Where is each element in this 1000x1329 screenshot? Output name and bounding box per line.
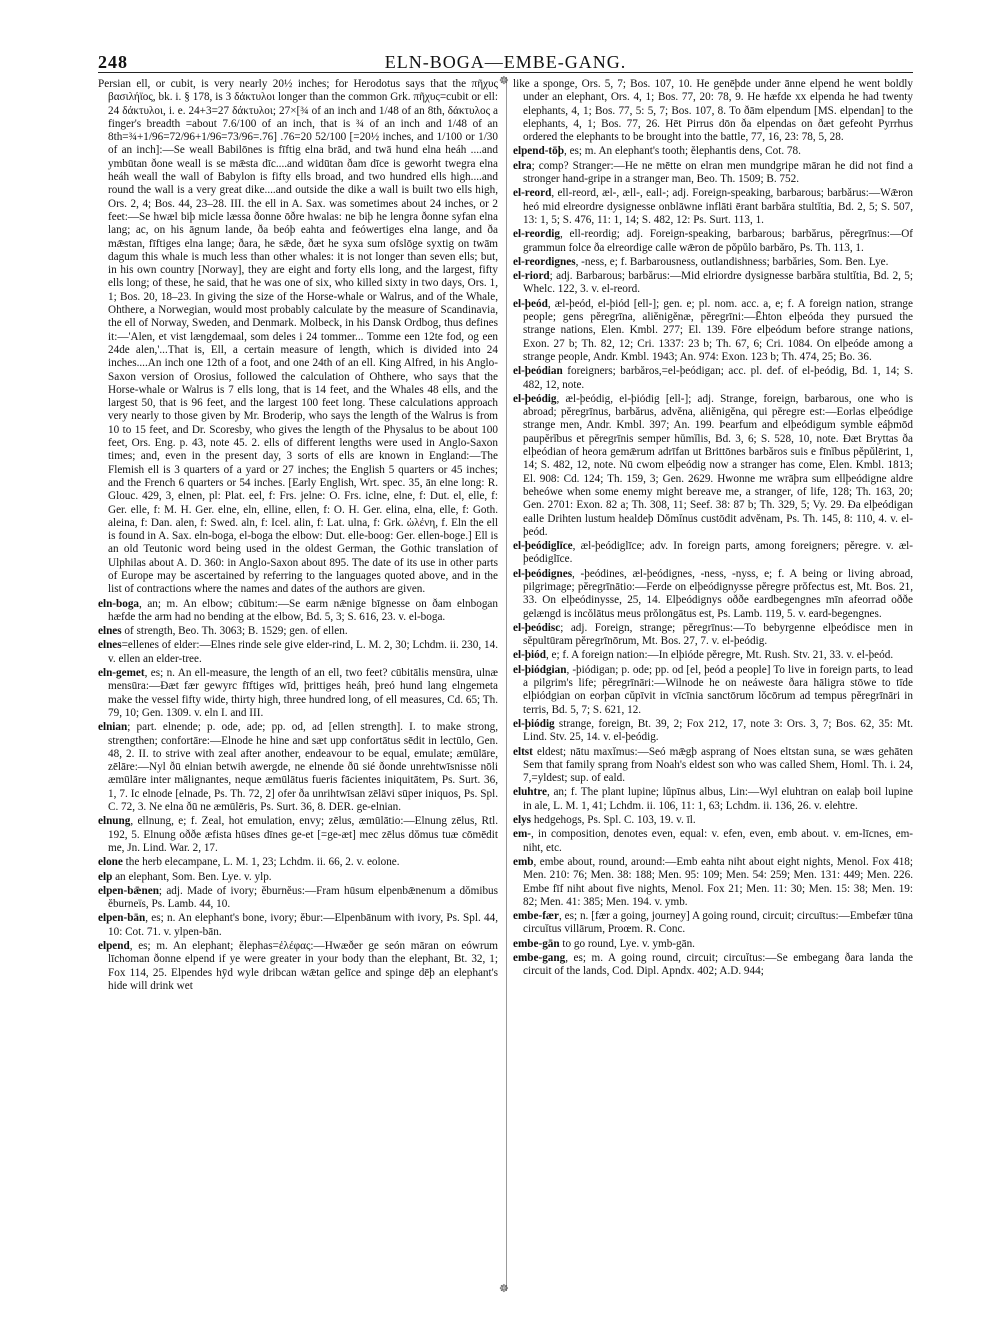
headword: el-þiód	[513, 649, 546, 662]
entry-text: ; adj. Barbarous; barbărus:—Mid elriordre dysignesse barbăra stultĭtia, Bd. 2, 5; Whelc. 122, 3. v. el-reord.	[523, 270, 913, 296]
headword: emb	[513, 855, 534, 868]
dictionary-entry	[513, 856, 913, 909]
ornament-bottom: ☸	[499, 1283, 509, 1295]
dictionary-entry	[513, 664, 913, 717]
dictionary-entry	[98, 598, 498, 625]
dictionary-entry	[513, 568, 913, 621]
entry-text: , e; f. A foreign nation:—In elþióde pĕregre, Mt. Rush. Stv. 21, 33. v. el-þeód.	[545, 649, 894, 662]
entry-text: hedgehogs, Ps. Spl. C. 103, 19. v. īl.	[531, 814, 696, 827]
entry-text: , in composition, denotes even, equal: v. efen, even, emb about. v. em-līcnes, em-niht, etc.	[523, 828, 913, 854]
dictionary-entry	[513, 145, 913, 158]
entry-text: , embe about, round, around:—Emb eahta niht about eight nights, Menol. Fox 418; Men. 210: 76; Men. 38: 188; Men. 95: 109; Men. 54: 259; Men. 131: 449; Men. 226. Embe fīf niht about five nights, Menol. Fox 21; Men. 11: 30; Men. 15: 38; Men. 19: 82; Men. 41: 385; Men. 194. v. ymb.	[523, 855, 913, 908]
dictionary-entry	[513, 160, 913, 187]
dictionary-entry	[513, 187, 913, 227]
entry-text: ; adj. Made of ivory; ĕburnĕus:—Fram hūsum elpenbǣnenum a dŏmibus ĕburneïs, Ps. Lamb. 44, 10.	[108, 884, 498, 911]
headword: el-reordig	[513, 228, 561, 241]
entry-text: foreigners; barbăros,=el-þeódigan; acc. pl. def. of el-þeódig, Bd. 1, 14; S. 482, 12, note.	[523, 365, 913, 391]
headword: elnes	[98, 639, 122, 652]
entry-text: , es; n. [fær a going, journey] A going round, circuit; circuītus:—Embefær tūna circuĭtus villārum, Proœm. R. Conc.	[523, 910, 913, 936]
dictionary-entry	[513, 228, 913, 255]
headword: elpend-tōþ	[513, 145, 564, 158]
headword: elys	[513, 814, 532, 827]
entry-text: , es; n. An ell-measure, the length of an ell, two feet? cūbitālis mensūra, ulnæ mensūra:—Ðæt fær gewyrc fīftiges wīd, þrittiges heáh, þreó hund lang elngemeta make the vessel fifty wide, thirty high, three hundred long, of ell measures, Cd. 65; Th. 79, 10; Gen. 1309. v. eln I. and III.	[108, 667, 498, 719]
headword: el-þeód	[513, 297, 548, 310]
headword: el-þeódignes	[513, 567, 573, 580]
entry-text: , æl-þeód, el-þiód [ell-]; gen. e; pl. nom. acc. a, e; f. A foreign nation, strange people; gens pĕregrīna, aliĕnigĕnæ, pĕregrīni:—Ēhton elþeóda they pursued the strange nations, Elen. Kmbl. 277; El. 139. Fōre elþeódum before strange nations, Exon. 27 b; Th. 82, 12; Cri. 1337: 23 b; Th. 67, 6; Cri. 1084. On elþeóde among a strange people, Andr. Kmbl. 1943; An. 974: Exon. 123 b; Th. 474, 25; Bo. 36.	[523, 297, 913, 363]
headword: el-þeódig	[513, 392, 557, 405]
dictionary-entry	[513, 828, 913, 855]
dictionary-entry	[513, 270, 913, 297]
headword: el-reord	[513, 187, 552, 200]
entry-text: , ellnung, e; f. Zeal, hot emulation, envy; zēlus, æmūlātio:—Elnung zēlus, Rtl. 192, 5. Elnung oððe æfista hūses dīnes ge-et [=ge-æt] mec zēlus dŏmus tuæ cōmēdit me, Jn. Lind. War. 2, 17.	[108, 815, 498, 854]
entry-text: , ell-reordig; adj. Foreign-speaking, barbarous; barbărus, pĕregrīnus:—Of grammun folce ða elreordige calle wǣron de pŏpŭlo barbăro, Ps. Th. 113, 1.	[523, 228, 913, 254]
headword: em-	[513, 828, 532, 841]
headword: eln-boga	[98, 597, 140, 610]
entry-text: like a sponge, Ors. 5, 7; Bos. 107, 10. He genēþde under ānne elpend he went boldly under an elephant, Ors. 4, 1; Bos. 77, 20: 78, 9. He hæfde xx elpenda he had twenty elephants, 4, 1; Bos. 77, 5: 5, 7; Bos. 107, 8. To ðām elpendum [MS. elpendan] to the elephants, 4, 1; Bos. 77, 26. Hēt Pirrus dōn ða elpendas on ðæt gefeoht Pyrrhus ordered the elephants to be brought into the battle, 77, 16, 23: 78, 5, 28.	[513, 78, 913, 144]
headword: el-þiódgian	[513, 663, 567, 676]
headword: el-þeódian	[513, 365, 563, 378]
entry-text: , -þeódines, æl-þeódignes, -ness, -nyss, e; f. A being or living abroad, pilgrimage; pĕregrīnātio:—Ferde on elþeódignysse pĕregre prŏfectus est, Mt. Bos. 21, 33. On elþeódinysse, 25, 14. Elþeódignys oððe eardbegengnes mīn afeorrad oððe gelængd is incŏlātus meus prŏlongātus est, Ps. Lamb. 119, 5. v. eard-begengnes.	[523, 567, 913, 620]
page-header	[98, 52, 913, 74]
headword: elpen-bān	[98, 912, 146, 925]
entry-text: an elephant, Som. Ben. Lye. v. ylp.	[112, 870, 272, 883]
headword: el-þeódisc	[513, 621, 561, 634]
entry-text: , -ness, e; f. Barbarousness, outlandishness; barbăries, Som. Ben. Lye.	[575, 255, 889, 268]
dictionary-entry	[513, 256, 913, 269]
dictionary-entry	[98, 815, 498, 855]
entry-text: =ellenes of elder:—Elnes rinde sele give elder-rind, L. M. 2, 30; Lchdm. ii. 230, 14. v. ellen an elder-tree.	[108, 639, 498, 665]
right-column	[513, 78, 913, 1290]
entry-text: , æl-þeódig, el-þiódig [ell-]; adj. Strange, foreign, barbarous, one who is abroad; pĕregrīnus, barbărus, advĕna, aliĕnigĕna, qui pĕregre est:—Eorlas elþeódige strange men, Andr. Kmbl. 397; An. 199. Þearfum and elþeódigum symble eáþmōd paupĕrĭbus et pĕregrīnis semper hŭmĭlis, Bd. 3, 6; S. 528, 10, note. Ðæt Bryttas ða elþeódian of heora gemǣrum adrīfan ut Brittōnes barbăros suis e fīnĭbus pĕpŭlērint, 1, 14; S. 482, 12, note. Nū cwom elþeódig now a stranger has come, Elen. Kmbl. 1813; El. 908: Cd. 124; Th. 159, 3; Gen. 2629. Hwonne me wrāþra sum ellþeódigne aldre beheówe when some enemy might bereave me, a stranger, of life, 128; Th. 163, 20; Gen. 2701: Exon. 82 a; Th. 308, 11; Seef. 38: 87 b; Th. 329, 5; Vy. 29. Ða elþeódigan ealle Drihten lustum healdeþ Dŏmĭnus custōdit advĕnam, Ps. Th. 145, 8: 110, 4. v. el-þeód.	[523, 392, 913, 538]
dictionary-entry	[98, 940, 498, 993]
entry-text: , an; f. The plant lupine; lŭpīnus albus, Lin:—Wyl eluhtran on ealaþ boil lupine in ale, L. M. 1, 41; Lchdm. ii. 106, 11: 1, 63; Lchdm. ii. 136, 26. v. elehtre.	[523, 786, 913, 812]
entry-text: ; adj. Foreign, strange; pĕregrīnus:—To bebyrgenne elþeódisce men in sĕpultūram pĕregrīnōrum, Mt. Bos. 27, 7. v. el-þeódig.	[523, 621, 913, 648]
entry-text: , es; m. An elephant's tooth; ĕlephantis dens, Cot. 78.	[563, 145, 801, 158]
dictionary-entry	[513, 952, 913, 979]
dictionary-entry	[513, 649, 913, 662]
running-title: ELN-BOGA—EMBE-GANG.	[384, 52, 627, 72]
entry-text: to go round, Lye. v. ymb-gān.	[559, 937, 695, 950]
headword: eln-gemet	[98, 667, 145, 680]
headword: el-riord	[513, 270, 550, 283]
entry-text: Persian ell, or cubit, is very nearly 20½ inches; for Herodotus says that the πῆχυς βασιλήϊος, bk. i. § 178, is 3 δάκτυλοι longer than the common Grk. πῆχυς=cubit or ell: 24 δάκτυλοι, i. e. 24+3=27 δάκτυλοι; 27×[¾ of an inch and 1/48 of an 8th, δάκτυλος a finger's breadth =about 7.6/100 of an inch, that is ¾ of an inch and 1/48 of an 8th=¾+1/96=72/96+1/96=73/96=.76] .76=20 52/100 [=20½ inches, and 1/100 or 1/30 of an inch]:—Se weall Babilōnes is fīftig elna brād, and twā hund elna heáh ....and ymbūtan ðone weall is se mǣsta dīc....and widūtan ðam dīce is geworht twegra elna heáh weall the wall of Babylon is fifty ells broad, and two hundred ells high....and round the wall is a very great dike....and outside the dike a wall is built two ells high, Ors. 2, 4; Bos. 44, 23–28. III. the ell in A. Sax. was sometimes about 24 inches, or 2 feet:—Se hwæl biþ micle læssa ðonne ōðre hwalas: ne biþ he lengra ðonne syfan elna lang; ac, on his āgnum lande, ða beóþ eahta and feówertiges elna lange, and ða mǣstan, fīftiges elna lange; ðara, he sǣde, ðæt he syxa sum ofslōge syxtig on twām dagum this whale is much less than other whales: it is not longer than seven ells; but, in his own country [Norway], they are eight and forty ells long, and the largest, fifty ells long; of these, he said, that he was one of six, who killed sixty in two days, Ors. 1, 1; Bos. 20, 18–23. In giving the size of the Horse-whale or Walrus, and of the Whale, Ohthere, a Norwegian, would most probably calculate by the measure of Scandinavia, the ell of Norway, Sweden, and Denmark. Molbeck, in his Dansk Ordbog, thus defines it:—'Alen, et vist længdemaal, som deles i 24 tommer... Tomme een 12te fod, og een 24de alen,'...That is, Ell, a certain measure of length, which is divided into 24 inches....An inch one 12th of a foot, and one 24th of an ell. King Alfred, in his Anglo-Saxon version of Orosius, followed the calculation of Ohthere, who says that the Horse-whale or Walrus is 7 ells long, that is 14 feet, and the Whales 48 ells, and the largest 50, that is 96 feet, and the largest 100 feet long. These calculations approach very nearly to those given by Mr. Broderip, who says the length of the Walrus is from 10 to 15 feet, and Dr. Scoresby, who gives the length of the Physalus to be about 100 feet, Ors. Eng. p. 43, note 45. 2. ells of different lengths were used in Anglo-Saxon times; and, even in the present day, 3 sorts of ells are known in England:—The Flemish ell is 3 quarters of a yard or 27 inches; the English 5 quarters or 45 inches; and the French 6 quarters or 54 inches. [Early English, Wrt. spec. 35, ān elne long: R. Glouc. 429, 3, elnen, pl: Plat. eel, f: Frs. jelne: O. Frs. iclne, elne, f: Dut. el, elle, f: Ger. elle, f: M. H. Ger. elne, eln, elline, ellen, f: O. H. Ger. elina, elna, elle, f: Goth. aleina, f: Dan. alen, f: Swed. aln, f: Icel. alin, f: Lat. ulna, f: Grk. ὠλένη, f. Eln the ell is found in A. Sax. eln-boga, el-boga the elbow: Dut. elle-boog: Ger. ellen-boge.] Ell is an old Teutonic word being used in the oldest German, the Gothic translation of Ulphilas about A. D. 360: in Anglo-Saxon about 895. The date of its use in other parts of Europe may be ascertained by referring to the languages quoted above, and in the list of contractions where the names and dates of the authors are given.	[98, 78, 498, 596]
header-rule	[98, 72, 913, 73]
dictionary-entry	[513, 786, 913, 813]
headword: embe-fær	[513, 910, 559, 923]
dictionary-entry	[98, 856, 498, 869]
headword: elp	[98, 870, 113, 883]
entry-text: ; part. elnende; p. ode, ade; pp. od, ad [ellen strength]. I. to make strong, strengthen; confortāre:—Elnode he hine and sæt upp confortātus sēdit in lectūlo, Gen. 48, 2. II. to strive with zeal after another, endeavour to be equal, emulate; æmūlāre, zēlāre:—Nyl ðū elnian betwih awergde, ne elnende ðū sié ðonde unrehtwīsnisse nōli æmūlāre inter mālignantes, neque æmūlātus fueris fācientes iniquitātem, Ps. Surt. 36, 1, 7. Ic elnode [elnade, Ps. Th. 72, 2] ofer ða unrihtwīsan zēlāvi sūper iniquos, Ps. Spl. C. 72, 3. Ne elna ðū ne æmūlēris, Ps. Surt. 36, 8. DER. ge-elnian.	[108, 721, 498, 814]
headword: el-þeódiglīce	[513, 540, 573, 553]
entry-text: of strength, Beo. Th. 3063; B. 1529; gen. of ellen.	[121, 625, 348, 638]
headword: elone	[98, 856, 123, 869]
headword: embe-gang	[513, 952, 566, 964]
dictionary-entry	[513, 910, 913, 937]
headword: elnes	[98, 625, 122, 638]
page-number: 248	[98, 52, 128, 72]
entry-text: , es; n. An elephant's bone, ivory; ĕbur:—Elpenbānum with ivory, Ps. Spl. 44, 10: Cot. 71. v. ylpen-bān.	[108, 912, 498, 938]
entry-text: the herb elecampane, L. M. 1, 23; Lchdm. ii. 66, 2. v. eolone.	[122, 856, 400, 869]
dictionary-entry	[513, 78, 913, 144]
entry-text: , æl-þeódiglīce; adv. In foreign parts, among foreigners; pĕregre. v. æl-þeódiglīce.	[523, 540, 913, 566]
dictionary-entry	[98, 912, 498, 939]
dictionary-entry	[98, 639, 498, 666]
headword: el-þiódig	[513, 717, 555, 730]
headword: elnian	[98, 721, 128, 734]
dictionary-entry	[513, 814, 913, 827]
dictionary-entry	[98, 625, 498, 638]
entry-text: , es; m. A going round, circuit; circuĭtus:—Se embegang ðara landa the circuit of the lands, Cod. Dipl. Apndx. 402; A.D. 944;	[523, 952, 913, 978]
dictionary-entry	[513, 746, 913, 786]
headword: elra	[513, 159, 532, 172]
dictionary-entry	[98, 885, 498, 912]
dictionary-entry	[513, 540, 913, 567]
dictionary-entry	[98, 871, 498, 884]
ornament-top: ☸	[499, 75, 509, 87]
dictionary-entry	[513, 718, 913, 745]
headword: elnung	[98, 815, 131, 828]
headword: elpen-bǣnen	[98, 884, 159, 897]
left-column	[98, 78, 498, 1290]
dictionary-entry	[513, 365, 913, 392]
dictionary-entry	[513, 622, 913, 649]
entry-text: , ell-reord, æl-, æll-, eall-; adj. Foreign-speaking, barbarous; barbărus:—Wǣron heó mid elreordre dysignesse onblāwne inflāti ērant barbăra stultĭtia, Bd. 2, 5; S. 507, 13: 1, 5; S. 476, 11: 1, 14; S. 482, 12: Ps. Surt. 113, 1.	[523, 187, 913, 226]
entry-text: , es; m. An elephant; ĕlephas=ἐλέφας:—Hwæðer ge seón māran on eówrum līchoman ðonne elpend if ye were greater in your body than the elephant, Bt. 32, 1; Fox 114, 25. Elpendes hȳd wyle dribcan wǣtan gelīce and spinge dēþ an elephant's hide will drink wet	[108, 940, 498, 992]
entry-text: eldest; nātu maxĭmus:—Seó mǣgþ asprang of Noes eltstan suna, se wæs gehāten Sem that family sprang from Noah's eldest son who was called Shem, Homl. Th. i. 24, 7,=yldest; sup. of eald.	[523, 745, 913, 785]
column-divider	[506, 78, 507, 1290]
dictionary-entry	[513, 298, 913, 364]
dictionary-entry	[98, 721, 498, 814]
dictionary-entry	[513, 938, 913, 951]
entry-text: strange, foreign, Bt. 39, 2; Fox 212, 17, note 3: Ors. 3, 7; Bos. 62, 35: Mt. Lind. Stv. 25, 14. v. el-þeódig.	[523, 717, 913, 744]
dictionary-entry	[98, 78, 498, 597]
entry-text: , an; m. An elbow; cūbitum:—Se earm nǣnige bīgnesse on ðam elnbogan hæfde the arm had no bending at the elbow, Bd. 5, 3; S. 616, 23. v. el-boga.	[108, 597, 498, 623]
dictionary-entry	[98, 667, 498, 720]
headword: eltst	[513, 745, 533, 758]
entry-text: , -þiódigan; p. ode; pp. od [el, þeód a people] To live in foreign parts, to lead a pilgrim's life; pĕregrīnāri:—Wilnode he on neáweste ðara hāligra stōwe to tīde elþiódgian on eorþan cŭpīvit in vīcīnia sanctōrum lŏcōrum ad tempus pĕregrīnāri in terris, Bd. 5, 7; S. 621, 12.	[523, 663, 913, 716]
headword: eluhtre	[513, 786, 547, 799]
headword: el-reordignes	[513, 255, 576, 268]
headword: elpend	[98, 940, 130, 952]
dictionary-entry	[513, 393, 913, 539]
entry-text: ; comp? Stranger:—He ne mētte on elran men mundgripe māran he did not find a stronger hand-gripe in a stranger man, Beo. Th. 1509; B. 752.	[523, 159, 913, 186]
headword: embe-gān	[513, 937, 560, 950]
